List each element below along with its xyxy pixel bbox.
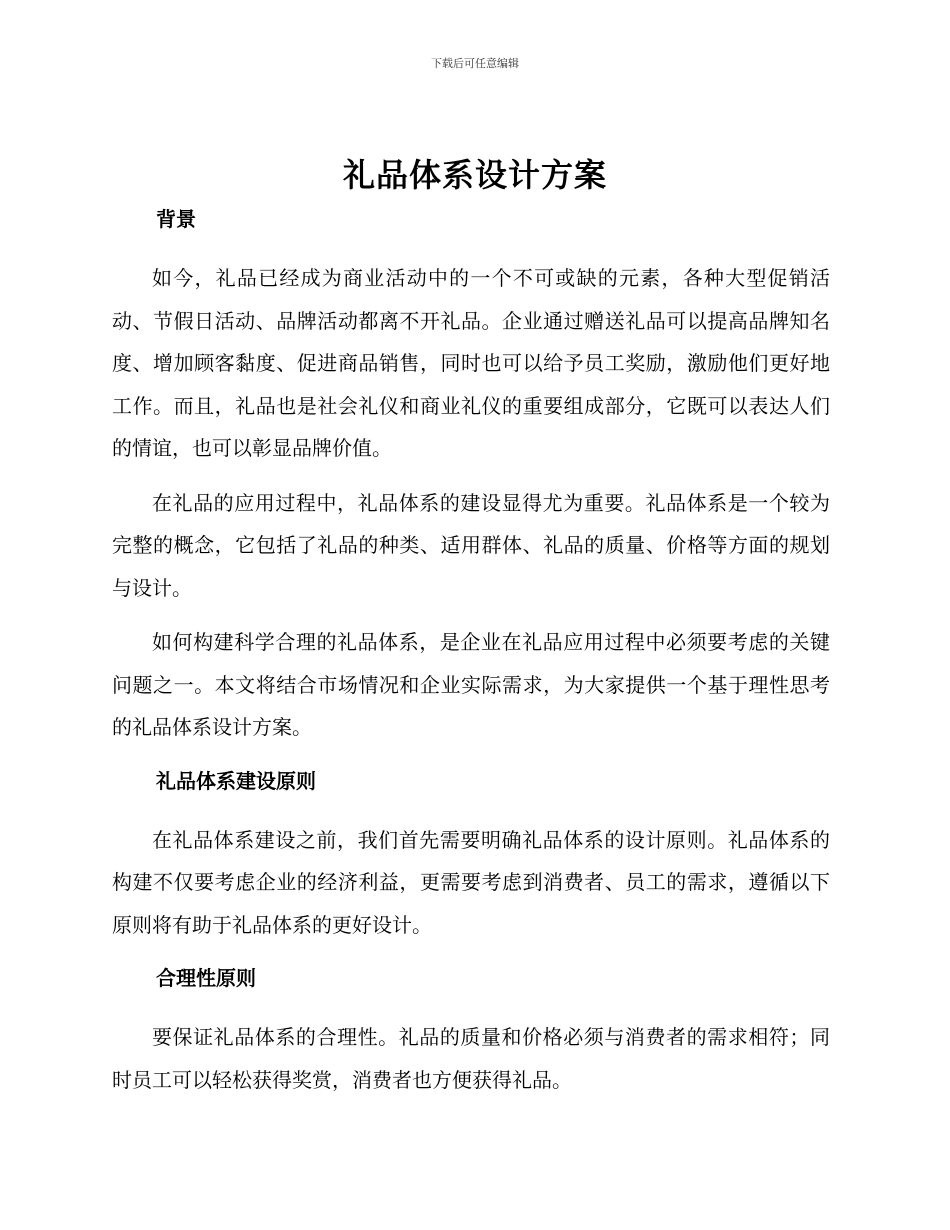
paragraph: 要保证礼品体系的合理性。礼品的质量和价格必须与消费者的需求相符；同时员工可以轻松获得奖赏，消费者也方便获得礼品。 (112, 1025, 830, 1092)
section-heading: 礼品体系建设原则 (156, 768, 316, 793)
section-heading: 背景 (156, 207, 196, 231)
header-note: 下载后可任意编辑 (431, 57, 519, 70)
document-body (112, 203, 830, 1113)
paragraph: 如何构建科学合理的礼品体系，是企业在礼品应用过程中必须要考虑的关键问题之一。本文将结合市场情况和企业实际需求，为大家提供一个基于理性思考的礼品体系设计方案。 (112, 630, 830, 739)
paragraph: 在礼品的应用过程中，礼品体系的建设显得尤为重要。礼品体系是一个较为完整的概念，它包括了礼品的种类、适用群体、礼品的质量、价格等方面的规划与设计。 (112, 490, 830, 600)
section-heading: 合理性原则 (156, 966, 256, 990)
document-title: 礼品体系设计方案 (342, 156, 607, 194)
paragraph: 如今，礼品已经成为商业活动中的一个不可或缺的元素，各种大型促销活动、节假日活动、品牌活动都离不开礼品。企业通过赠送礼品可以提高品牌知名度、增加顾客黏度、促进商品销售，同时也可以给予员工奖励，激励他们更好地工作。而且，礼品也是社会礼仪和商业礼仪的重要组成部分，它既可以表达人们的情谊，也可以彰显品牌价值。 (112, 266, 830, 460)
section-background (112, 203, 830, 749)
section-rationality (112, 962, 830, 1101)
section-principles (112, 765, 830, 947)
paragraph: 在礼品体系建设之前，我们首先需要明确礼品体系的设计原则。礼品体系的构建不仅要考虑企业的经济利益，更需要考虑到消费者、员工的需求，遵循以下原则将有助于礼品体系的更好设计。 (112, 827, 830, 937)
